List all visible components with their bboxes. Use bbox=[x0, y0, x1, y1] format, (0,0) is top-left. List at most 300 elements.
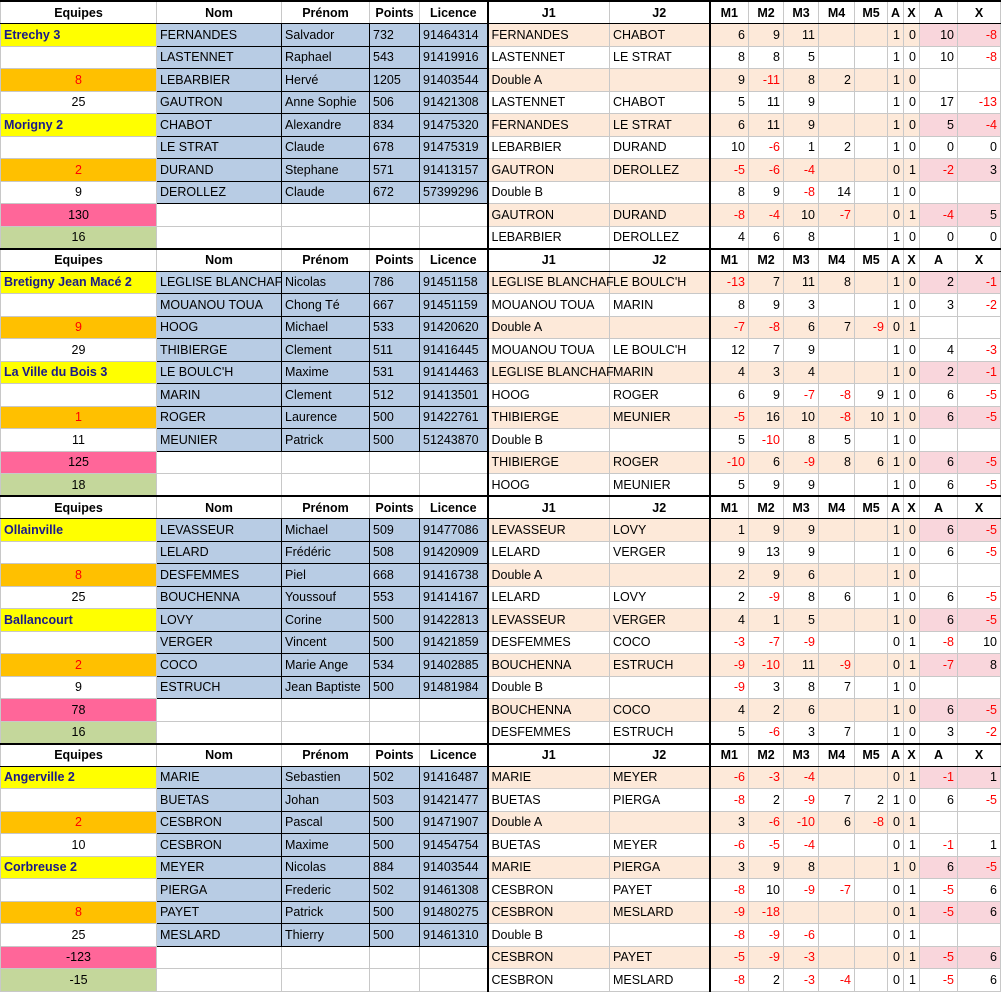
win-x: 0 bbox=[904, 721, 920, 744]
set-m3: 6 bbox=[784, 316, 819, 339]
team-score: 16 bbox=[1, 226, 157, 249]
win-x: 0 bbox=[904, 294, 920, 317]
set-m2: -10 bbox=[749, 654, 784, 677]
set-m2: 7 bbox=[749, 271, 784, 294]
set-m3: -4 bbox=[784, 834, 819, 857]
score-x: -4 bbox=[958, 114, 1001, 137]
player-points: 786 bbox=[370, 271, 420, 294]
win-x: 1 bbox=[904, 204, 920, 227]
player-firstname: Maxime bbox=[282, 834, 370, 857]
set-m1: -8 bbox=[710, 924, 749, 947]
team-score: -123 bbox=[1, 946, 157, 969]
player-name: LEVASSEUR bbox=[157, 519, 282, 542]
player-licence: 91421477 bbox=[420, 789, 488, 812]
win-a: 0 bbox=[888, 946, 904, 969]
set-m4 bbox=[819, 699, 855, 722]
set-m3: 10 bbox=[784, 204, 819, 227]
set-m5: 2 bbox=[855, 789, 888, 812]
header-row bbox=[1, 496, 1001, 519]
match-j1: GAUTRON bbox=[488, 204, 610, 227]
column-header: J2 bbox=[610, 744, 710, 767]
empty-cell bbox=[157, 226, 282, 249]
set-m3: 6 bbox=[784, 564, 819, 587]
set-m4: -8 bbox=[819, 384, 855, 407]
match-j1: LELARD bbox=[488, 586, 610, 609]
set-m1: -6 bbox=[710, 766, 749, 789]
set-m3: 9 bbox=[784, 474, 819, 497]
score-a: 0 bbox=[920, 226, 958, 249]
player-points: 553 bbox=[370, 586, 420, 609]
player-firstname: Frederic bbox=[282, 879, 370, 902]
set-m2: -6 bbox=[749, 721, 784, 744]
set-m2: -9 bbox=[749, 946, 784, 969]
team-score bbox=[1, 789, 157, 812]
set-m4: 6 bbox=[819, 811, 855, 834]
match-j1: LELARD bbox=[488, 541, 610, 564]
set-m1: 3 bbox=[710, 856, 749, 879]
match-j2 bbox=[610, 811, 710, 834]
score-a bbox=[920, 924, 958, 947]
match-j2: ESTRUCH bbox=[610, 721, 710, 744]
set-m1: -8 bbox=[710, 204, 749, 227]
set-m5 bbox=[855, 474, 888, 497]
set-m4 bbox=[819, 901, 855, 924]
team-name: Ollainville bbox=[1, 519, 157, 542]
score-x: -5 bbox=[958, 609, 1001, 632]
column-header: M5 bbox=[855, 249, 888, 272]
match-j1: Double B bbox=[488, 924, 610, 947]
score-a: -8 bbox=[920, 631, 958, 654]
set-m4: 2 bbox=[819, 136, 855, 159]
set-m2: 9 bbox=[749, 564, 784, 587]
win-x: 1 bbox=[904, 766, 920, 789]
set-m1: -10 bbox=[710, 451, 749, 474]
player-licence: 51243870 bbox=[420, 429, 488, 452]
set-m1: 6 bbox=[710, 384, 749, 407]
score-x bbox=[958, 924, 1001, 947]
match-j1: LEVASSEUR bbox=[488, 519, 610, 542]
match-j2: PAYET bbox=[610, 946, 710, 969]
set-m2: 1 bbox=[749, 609, 784, 632]
empty-cell bbox=[370, 474, 420, 497]
score-a: 2 bbox=[920, 271, 958, 294]
column-header: X bbox=[958, 1, 1001, 24]
player-licence: 91420909 bbox=[420, 541, 488, 564]
match-j2: ROGER bbox=[610, 451, 710, 474]
column-header: J1 bbox=[488, 1, 610, 24]
player-name: LE STRAT bbox=[157, 136, 282, 159]
win-x: 1 bbox=[904, 946, 920, 969]
table-row bbox=[1, 766, 1001, 789]
match-j1: LEGLISE BLANCHAF bbox=[488, 361, 610, 384]
player-firstname: Patrick bbox=[282, 901, 370, 924]
set-m5 bbox=[855, 159, 888, 182]
match-j1: LEVASSEUR bbox=[488, 609, 610, 632]
table-row bbox=[1, 699, 1001, 722]
set-m1: 8 bbox=[710, 46, 749, 69]
win-a: 1 bbox=[888, 24, 904, 47]
player-firstname: Pascal bbox=[282, 811, 370, 834]
match-j2: MARIN bbox=[610, 361, 710, 384]
player-firstname: Raphael bbox=[282, 46, 370, 69]
match-j2: ROGER bbox=[610, 384, 710, 407]
win-a: 1 bbox=[888, 789, 904, 812]
player-name: LOVY bbox=[157, 609, 282, 632]
set-m4 bbox=[819, 519, 855, 542]
score-x: 1 bbox=[958, 834, 1001, 857]
set-m2: 16 bbox=[749, 406, 784, 429]
set-m2: 8 bbox=[749, 46, 784, 69]
score-a: 2 bbox=[920, 361, 958, 384]
set-m5 bbox=[855, 541, 888, 564]
set-m2: 3 bbox=[749, 361, 784, 384]
table-row bbox=[1, 136, 1001, 159]
table-row bbox=[1, 474, 1001, 497]
score-x: 10 bbox=[958, 631, 1001, 654]
match-j2: CHABOT bbox=[610, 91, 710, 114]
table-row bbox=[1, 946, 1001, 969]
score-x: -5 bbox=[958, 474, 1001, 497]
table-row bbox=[1, 429, 1001, 452]
score-x bbox=[958, 69, 1001, 92]
set-m5 bbox=[855, 766, 888, 789]
column-header: Prénom bbox=[282, 744, 370, 767]
table-row bbox=[1, 114, 1001, 137]
set-m4 bbox=[819, 856, 855, 879]
score-x: 0 bbox=[958, 136, 1001, 159]
player-licence: 91451159 bbox=[420, 294, 488, 317]
player-licence: 91413157 bbox=[420, 159, 488, 182]
set-m2: 9 bbox=[749, 24, 784, 47]
win-a: 1 bbox=[888, 114, 904, 137]
player-points: 511 bbox=[370, 339, 420, 362]
player-name: ESTRUCH bbox=[157, 676, 282, 699]
table-row bbox=[1, 541, 1001, 564]
set-m3: 8 bbox=[784, 226, 819, 249]
win-x: 0 bbox=[904, 789, 920, 812]
score-x: -13 bbox=[958, 91, 1001, 114]
match-j2: LE BOULC'H bbox=[610, 271, 710, 294]
player-points: 500 bbox=[370, 924, 420, 947]
empty-cell bbox=[157, 451, 282, 474]
column-header: J2 bbox=[610, 249, 710, 272]
table-row bbox=[1, 879, 1001, 902]
score-x: -1 bbox=[958, 361, 1001, 384]
column-header: M5 bbox=[855, 744, 888, 767]
table-row bbox=[1, 586, 1001, 609]
table-row bbox=[1, 901, 1001, 924]
table-row bbox=[1, 519, 1001, 542]
set-m3: 5 bbox=[784, 46, 819, 69]
set-m1: 2 bbox=[710, 564, 749, 587]
table-row bbox=[1, 924, 1001, 947]
win-a: 1 bbox=[888, 294, 904, 317]
player-name: MARIE bbox=[157, 766, 282, 789]
player-licence: 91481984 bbox=[420, 676, 488, 699]
table-row bbox=[1, 631, 1001, 654]
win-a: 0 bbox=[888, 204, 904, 227]
player-licence: 91416445 bbox=[420, 339, 488, 362]
empty-cell bbox=[157, 699, 282, 722]
score-x: -5 bbox=[958, 541, 1001, 564]
set-m1: 12 bbox=[710, 339, 749, 362]
player-licence: 91414167 bbox=[420, 586, 488, 609]
win-x: 0 bbox=[904, 609, 920, 632]
set-m1: -8 bbox=[710, 879, 749, 902]
score-a: 3 bbox=[920, 294, 958, 317]
table-row bbox=[1, 811, 1001, 834]
win-x: 0 bbox=[904, 46, 920, 69]
match-j1: CESBRON bbox=[488, 901, 610, 924]
set-m3: 9 bbox=[784, 339, 819, 362]
column-header: A bbox=[920, 1, 958, 24]
set-m1: -5 bbox=[710, 946, 749, 969]
set-m5 bbox=[855, 91, 888, 114]
score-x bbox=[958, 181, 1001, 204]
player-points: 500 bbox=[370, 631, 420, 654]
set-m5 bbox=[855, 114, 888, 137]
column-header: Points bbox=[370, 496, 420, 519]
set-m2: 9 bbox=[749, 519, 784, 542]
set-m2: -8 bbox=[749, 316, 784, 339]
empty-cell bbox=[370, 721, 420, 744]
score-a: 6 bbox=[920, 789, 958, 812]
match-j2: MESLARD bbox=[610, 901, 710, 924]
match-j1: LEBARBIER bbox=[488, 226, 610, 249]
set-m2: 9 bbox=[749, 384, 784, 407]
score-a: 0 bbox=[920, 136, 958, 159]
set-m4 bbox=[819, 766, 855, 789]
set-m4: -7 bbox=[819, 204, 855, 227]
player-name: VERGER bbox=[157, 631, 282, 654]
column-header: A bbox=[888, 249, 904, 272]
player-firstname: Youssouf bbox=[282, 586, 370, 609]
set-m2: 2 bbox=[749, 699, 784, 722]
set-m1: -5 bbox=[710, 406, 749, 429]
set-m4: 14 bbox=[819, 181, 855, 204]
set-m3: 9 bbox=[784, 541, 819, 564]
score-a: -5 bbox=[920, 969, 958, 992]
win-x: 1 bbox=[904, 316, 920, 339]
win-a: 0 bbox=[888, 901, 904, 924]
player-name: PAYET bbox=[157, 901, 282, 924]
player-points: 834 bbox=[370, 114, 420, 137]
table-row bbox=[1, 856, 1001, 879]
set-m4 bbox=[819, 834, 855, 857]
set-m3: -10 bbox=[784, 811, 819, 834]
player-licence: 91421859 bbox=[420, 631, 488, 654]
player-firstname: Thierry bbox=[282, 924, 370, 947]
column-header: J2 bbox=[610, 1, 710, 24]
team-score: 16 bbox=[1, 721, 157, 744]
player-firstname: Stephane bbox=[282, 159, 370, 182]
column-header: A bbox=[920, 744, 958, 767]
win-a: 1 bbox=[888, 271, 904, 294]
table-row bbox=[1, 24, 1001, 47]
score-x: 8 bbox=[958, 654, 1001, 677]
score-x: 1 bbox=[958, 766, 1001, 789]
set-m4: 8 bbox=[819, 271, 855, 294]
player-name: BUETAS bbox=[157, 789, 282, 812]
set-m2: 11 bbox=[749, 114, 784, 137]
win-a: 0 bbox=[888, 159, 904, 182]
set-m5 bbox=[855, 181, 888, 204]
column-header: M1 bbox=[710, 744, 749, 767]
team-name: Corbreuse 2 bbox=[1, 856, 157, 879]
match-j1: HOOG bbox=[488, 474, 610, 497]
win-a: 1 bbox=[888, 586, 904, 609]
set-m5 bbox=[855, 879, 888, 902]
set-m4 bbox=[819, 609, 855, 632]
player-points: 500 bbox=[370, 676, 420, 699]
column-header: X bbox=[904, 1, 920, 24]
set-m2: -9 bbox=[749, 924, 784, 947]
set-m5 bbox=[855, 226, 888, 249]
match-j1: BOUCHENNA bbox=[488, 699, 610, 722]
score-x: -2 bbox=[958, 294, 1001, 317]
empty-cell bbox=[282, 721, 370, 744]
set-m1: 5 bbox=[710, 91, 749, 114]
set-m4 bbox=[819, 541, 855, 564]
player-points: 500 bbox=[370, 834, 420, 857]
empty-cell bbox=[157, 721, 282, 744]
player-points: 502 bbox=[370, 766, 420, 789]
player-points: 534 bbox=[370, 654, 420, 677]
set-m2: -11 bbox=[749, 69, 784, 92]
match-j1: HOOG bbox=[488, 384, 610, 407]
win-a: 0 bbox=[888, 766, 904, 789]
empty-cell bbox=[370, 946, 420, 969]
score-x: -8 bbox=[958, 46, 1001, 69]
match-j1: BUETAS bbox=[488, 834, 610, 857]
score-a bbox=[920, 676, 958, 699]
win-a: 0 bbox=[888, 316, 904, 339]
set-m4: 5 bbox=[819, 429, 855, 452]
match-j1: Double B bbox=[488, 676, 610, 699]
column-header: M2 bbox=[749, 1, 784, 24]
set-m4: 2 bbox=[819, 69, 855, 92]
score-x: -5 bbox=[958, 406, 1001, 429]
set-m1: 2 bbox=[710, 586, 749, 609]
win-x: 1 bbox=[904, 924, 920, 947]
set-m1: -5 bbox=[710, 159, 749, 182]
set-m5 bbox=[855, 519, 888, 542]
team-name: Ballancourt bbox=[1, 609, 157, 632]
win-x: 0 bbox=[904, 586, 920, 609]
set-m4: 7 bbox=[819, 316, 855, 339]
set-m3: 9 bbox=[784, 519, 819, 542]
player-licence: 91422761 bbox=[420, 406, 488, 429]
player-name: MOUANOU TOUA bbox=[157, 294, 282, 317]
column-header: Licence bbox=[420, 744, 488, 767]
column-header: Equipes bbox=[1, 744, 157, 767]
player-points: 500 bbox=[370, 901, 420, 924]
player-points: 512 bbox=[370, 384, 420, 407]
set-m3: 3 bbox=[784, 721, 819, 744]
match-j2 bbox=[610, 564, 710, 587]
team-score: 1 bbox=[1, 406, 157, 429]
set-m1: -7 bbox=[710, 316, 749, 339]
match-j1: Double A bbox=[488, 811, 610, 834]
match-j2: PIERGA bbox=[610, 789, 710, 812]
set-m3: 6 bbox=[784, 699, 819, 722]
player-points: 509 bbox=[370, 519, 420, 542]
player-points: 533 bbox=[370, 316, 420, 339]
match-j2: DURAND bbox=[610, 204, 710, 227]
column-header: J1 bbox=[488, 249, 610, 272]
player-name: DESFEMMES bbox=[157, 564, 282, 587]
empty-cell bbox=[157, 946, 282, 969]
column-header: A bbox=[888, 1, 904, 24]
score-a: 6 bbox=[920, 699, 958, 722]
win-x: 1 bbox=[904, 654, 920, 677]
set-m1: 9 bbox=[710, 541, 749, 564]
set-m4 bbox=[819, 564, 855, 587]
set-m4 bbox=[819, 159, 855, 182]
player-name: FERNANDES bbox=[157, 24, 282, 47]
win-x: 1 bbox=[904, 969, 920, 992]
player-name: PIERGA bbox=[157, 879, 282, 902]
set-m2: -6 bbox=[749, 811, 784, 834]
score-x bbox=[958, 811, 1001, 834]
player-firstname: Frédéric bbox=[282, 541, 370, 564]
set-m3: 5 bbox=[784, 609, 819, 632]
set-m5 bbox=[855, 654, 888, 677]
team-score: 9 bbox=[1, 316, 157, 339]
score-a: 5 bbox=[920, 114, 958, 137]
match-j2: ESTRUCH bbox=[610, 654, 710, 677]
set-m5 bbox=[855, 721, 888, 744]
set-m4 bbox=[819, 361, 855, 384]
win-x: 1 bbox=[904, 811, 920, 834]
column-header: A bbox=[920, 249, 958, 272]
set-m1: 4 bbox=[710, 699, 749, 722]
column-header: M3 bbox=[784, 249, 819, 272]
match-j1: MARIE bbox=[488, 856, 610, 879]
win-a: 1 bbox=[888, 676, 904, 699]
player-name: MEUNIER bbox=[157, 429, 282, 452]
win-x: 0 bbox=[904, 384, 920, 407]
match-j1: THIBIERGE bbox=[488, 406, 610, 429]
set-m5 bbox=[855, 901, 888, 924]
player-licence: 91477086 bbox=[420, 519, 488, 542]
set-m5 bbox=[855, 24, 888, 47]
score-x: 6 bbox=[958, 901, 1001, 924]
player-points: 508 bbox=[370, 541, 420, 564]
win-a: 1 bbox=[888, 361, 904, 384]
set-m5 bbox=[855, 429, 888, 452]
player-name: HOOG bbox=[157, 316, 282, 339]
set-m4 bbox=[819, 474, 855, 497]
set-m1: 8 bbox=[710, 181, 749, 204]
win-a: 0 bbox=[888, 654, 904, 677]
player-firstname: Claude bbox=[282, 136, 370, 159]
match-j1: LEGLISE BLANCHAF bbox=[488, 271, 610, 294]
win-a: 0 bbox=[888, 631, 904, 654]
score-a: 3 bbox=[920, 721, 958, 744]
team-score: 29 bbox=[1, 339, 157, 362]
win-x: 0 bbox=[904, 136, 920, 159]
player-firstname: Anne Sophie bbox=[282, 91, 370, 114]
team-score bbox=[1, 631, 157, 654]
match-j2 bbox=[610, 316, 710, 339]
player-licence: 91451158 bbox=[420, 271, 488, 294]
column-header: X bbox=[904, 744, 920, 767]
set-m3: 8 bbox=[784, 69, 819, 92]
score-a: 6 bbox=[920, 519, 958, 542]
empty-cell bbox=[370, 451, 420, 474]
match-j1: MOUANOU TOUA bbox=[488, 294, 610, 317]
